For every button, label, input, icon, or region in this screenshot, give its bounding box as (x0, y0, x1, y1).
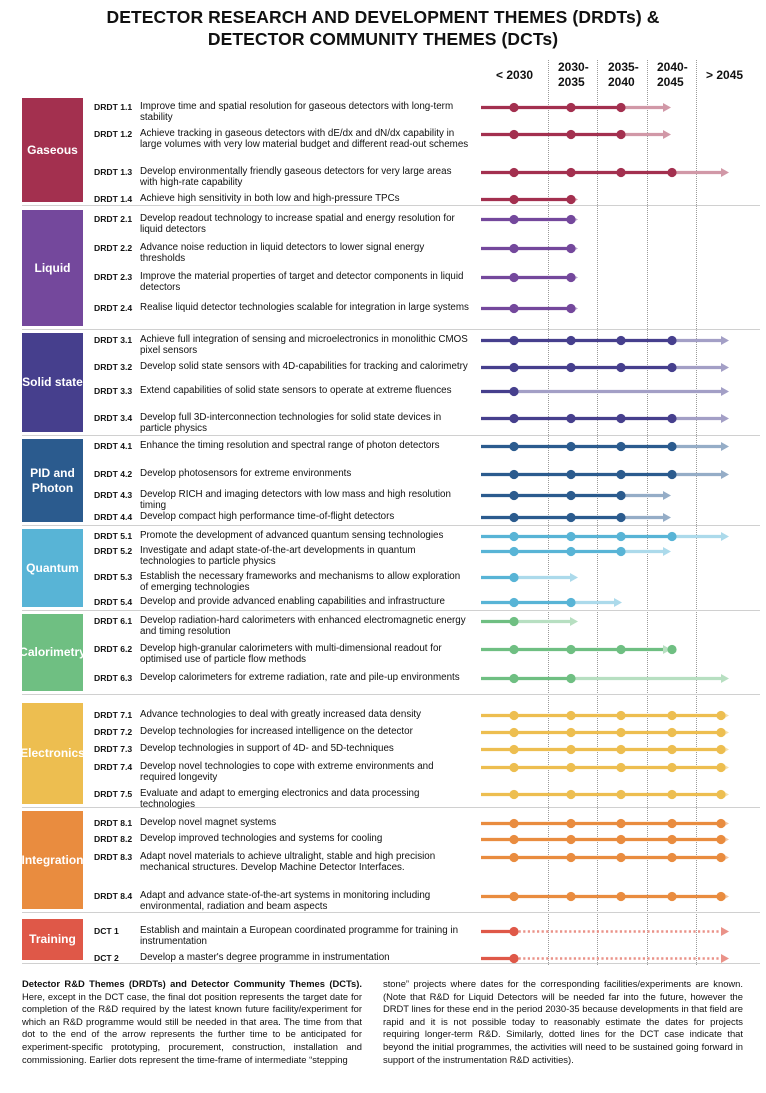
theme-code: DRDT 1.4 (94, 194, 133, 204)
milestone-dot (667, 645, 676, 654)
period-label-line1: < 2030 (496, 68, 534, 82)
theme-description: Establish and maintain a European coordinated programme for training in instrumentation (140, 925, 459, 948)
timeline-arrow (481, 304, 578, 313)
timeline-arrow (481, 414, 729, 423)
theme-description: Advance noise reduction in liquid detectors to lower signal energy thresholds (140, 242, 425, 265)
milestone-dot (566, 130, 575, 139)
theme-description: Achieve high sensitivity in both low and high-pressure TPCs (140, 193, 400, 204)
milestone-dot (616, 442, 625, 451)
title-line-1: DETECTOR RESEARCH AND DEVELOPMENT THEMES (DRDTs) & (106, 7, 660, 27)
milestone-dot (566, 103, 575, 112)
milestone-dot (509, 645, 518, 654)
milestone-dot (566, 215, 575, 224)
arrow-head (721, 954, 729, 963)
period-label-line1: > 2045 (706, 68, 744, 82)
milestone-dot (566, 598, 575, 607)
milestone-dot (509, 853, 518, 862)
theme-code: DRDT 8.4 (94, 891, 133, 901)
timeline-arrow (481, 363, 729, 372)
theme-description: Develop readout technology to increase spatial and energy resolution for liquid detectors (140, 213, 455, 236)
theme-description: Realise liquid detector technologies scalable for integration in large systems (140, 302, 469, 313)
timeline-arrow (481, 103, 671, 112)
milestone-dot (667, 168, 676, 177)
milestone-dot (509, 954, 518, 963)
theme-description: Achieve full integration of sensing and microelectronics in monolithic CMOS pixel sensors (140, 334, 468, 357)
category-liquid: Liquid (22, 210, 83, 326)
milestone-dot (616, 130, 625, 139)
theme-code: DRDT 7.4 (94, 762, 133, 772)
timeline-arrow (481, 819, 729, 828)
milestone-dot (616, 819, 625, 828)
theme-code: DCT 1 (94, 926, 119, 936)
theme-code: DRDT 6.2 (94, 644, 133, 654)
arrow-head (721, 414, 729, 423)
milestone-dot (566, 853, 575, 862)
theme-description: Develop a master's degree programme in instrumentation (140, 952, 390, 963)
milestone-dot (509, 763, 518, 772)
milestone-dot (509, 491, 518, 500)
category-pid-and-photon: PID and Photon (22, 439, 83, 522)
milestone-dot (667, 414, 676, 423)
milestone-dot (667, 790, 676, 799)
theme-code: DRDT 2.3 (94, 272, 133, 282)
milestone-dot (616, 645, 625, 654)
milestone-dot (716, 853, 725, 862)
category-solid-state: Solid state (22, 333, 83, 432)
theme-code: DRDT 1.2 (94, 129, 133, 139)
timeline-arrow (481, 835, 729, 844)
theme-description: Advance technologies to deal with greatly increased data density (140, 709, 422, 720)
milestone-dot (667, 711, 676, 720)
timeline-arrow (481, 763, 729, 772)
theme-code: DRDT 1.3 (94, 167, 133, 177)
milestone-dot (509, 244, 518, 253)
milestone-dot (509, 617, 518, 626)
milestone-dot (566, 645, 575, 654)
milestone-dot (667, 728, 676, 737)
period-label-line1: 2030- (558, 60, 589, 74)
arrow-head (721, 387, 729, 396)
milestone-dot (509, 790, 518, 799)
theme-code: DRDT 7.2 (94, 727, 133, 737)
theme-description: Investigate and adapt state-of-the-art developments in quantum technologies to particle physics (140, 545, 416, 568)
milestone-dot (509, 414, 518, 423)
milestone-dot (509, 130, 518, 139)
milestone-dot (667, 532, 676, 541)
milestone-dot (566, 513, 575, 522)
milestone-dot (509, 103, 518, 112)
arrow-head (663, 103, 671, 112)
theme-code: DRDT 6.1 (94, 616, 133, 626)
title-line-2: DETECTOR COMMUNITY THEMES (DCTs) (207, 29, 559, 49)
theme-code: DRDT 2.2 (94, 243, 133, 253)
arrow-head (663, 130, 671, 139)
milestone-dot (716, 711, 725, 720)
timeline-arrow (481, 273, 578, 282)
timeline-arrow (481, 513, 671, 522)
milestone-dot (566, 470, 575, 479)
timeline-arrow (481, 244, 578, 253)
milestone-dot (616, 763, 625, 772)
milestone-dot (716, 819, 725, 828)
milestone-dot (509, 835, 518, 844)
milestone-dot (566, 728, 575, 737)
timeline-arrow (481, 745, 729, 754)
period-label-line2: 2035 (558, 75, 585, 89)
timeline-arrow (481, 927, 729, 936)
milestone-dot (616, 790, 625, 799)
theme-code: DRDT 6.3 (94, 673, 133, 683)
milestone-dot (616, 835, 625, 844)
arrow-head (721, 168, 729, 177)
milestone-dot (616, 853, 625, 862)
timeline-arrow (481, 617, 578, 626)
milestone-dot (566, 835, 575, 844)
theme-description: Promote the development of advanced quantum sensing technologies (140, 530, 444, 541)
milestone-dot (509, 927, 518, 936)
timeline-arrow (481, 195, 578, 204)
period-label-line1: 2040- (657, 60, 688, 74)
milestone-dot (616, 336, 625, 345)
theme-code: DRDT 3.2 (94, 362, 133, 372)
milestone-dot (509, 442, 518, 451)
milestone-dot (509, 892, 518, 901)
theme-code: DRDT 5.4 (94, 597, 133, 607)
milestone-dot (509, 532, 518, 541)
theme-code: DRDT 7.5 (94, 789, 133, 799)
milestone-dot (509, 215, 518, 224)
theme-code: DRDT 5.1 (94, 531, 133, 541)
milestone-dot (566, 304, 575, 313)
category-integration: Integration (22, 811, 83, 909)
theme-description: Develop high-granular calorimeters with multi-dimensional readout for optimised use of particle flow methods (140, 643, 442, 666)
theme-description: Develop novel magnet systems (140, 817, 277, 828)
theme-code: DRDT 4.3 (94, 490, 133, 500)
milestone-dot (716, 745, 725, 754)
milestone-dot (716, 790, 725, 799)
arrow-head (663, 491, 671, 500)
milestone-dot (566, 547, 575, 556)
timeline-arrow (481, 387, 729, 396)
milestone-dot (509, 819, 518, 828)
milestone-dot (509, 711, 518, 720)
theme-code: DRDT 4.4 (94, 512, 133, 522)
milestone-dot (566, 244, 575, 253)
milestone-dot (716, 763, 725, 772)
milestone-dot (509, 273, 518, 282)
timeline-arrow (481, 168, 729, 177)
timeline-arrow (481, 532, 729, 541)
theme-code: DRDT 3.3 (94, 386, 133, 396)
milestone-dot (566, 273, 575, 282)
milestone-dot (566, 336, 575, 345)
milestone-dot (509, 195, 518, 204)
milestone-dot (667, 819, 676, 828)
period-label-line2: 2045 (657, 75, 684, 89)
theme-description: Develop technologies for increased intelligence on the detector (140, 726, 413, 737)
milestone-dot (667, 442, 676, 451)
milestone-dot (616, 513, 625, 522)
theme-description: Enhance the timing resolution and spectral range of photon detectors (140, 440, 440, 451)
milestone-dot (566, 674, 575, 683)
theme-code: DRDT 4.1 (94, 441, 133, 451)
milestone-dot (616, 728, 625, 737)
theme-description: Develop full 3D-interconnection technologies for solid state devices in particle physics (140, 412, 442, 435)
milestone-dot (566, 790, 575, 799)
arrow-head (721, 674, 729, 683)
milestone-dot (566, 892, 575, 901)
category-training: Training (22, 919, 83, 960)
milestone-dot (566, 168, 575, 177)
milestone-dot (716, 728, 725, 737)
theme-code: DRDT 2.1 (94, 214, 133, 224)
milestone-dot (509, 363, 518, 372)
theme-description: Develop compact high performance time-of-flight detectors (140, 511, 395, 522)
theme-description: Develop novel technologies to cope with extreme environments and required longevity (140, 761, 434, 784)
theme-code: DRDT 3.1 (94, 335, 133, 345)
milestone-dot (716, 892, 725, 901)
milestone-dot (616, 363, 625, 372)
arrow-head (614, 598, 622, 607)
category-quantum: Quantum (22, 529, 83, 607)
milestone-dot (509, 745, 518, 754)
timeline-arrow (481, 470, 729, 479)
milestone-dot (616, 892, 625, 901)
theme-description: Adapt and advance state-of-the-art systems in monitoring including environmental, radiation and beam aspects (140, 890, 431, 913)
milestone-dot (616, 103, 625, 112)
caption-right: stone” projects where dates for the corresponding facilities/experiments are known. (Note that R&D for Liquid Detectors will be needed far into the future, however the DRDT lines for these end in the period 2030-35 because developments in that field are rapid and it is not possible today to reasonably estimate the dates for projects requiring longer-term R&D. Similarly, dotted lines for the DCT case indicate that beyond the initial programmes, the activities will need to be sustained going forward in support of the instrumentation R&D activities). (383, 978, 743, 1065)
theme-code: DRDT 4.2 (94, 469, 133, 479)
theme-code: DCT 2 (94, 953, 119, 963)
theme-description: Adapt novel materials to achieve ultralight, stable and high precision mechanical structures. Develop Machine Detector Interfaces. (140, 851, 436, 874)
theme-description: Develop and provide advanced enabling capabilities and infrastructure (140, 596, 445, 607)
milestone-dot (667, 745, 676, 754)
category-calorimetry: Calorimetry (22, 614, 83, 691)
timeline-arrow (481, 547, 671, 556)
timeline-arrow (481, 573, 578, 582)
theme-code: DRDT 5.2 (94, 546, 133, 556)
caption-left (22, 978, 362, 1066)
timeline-arrow (481, 790, 729, 799)
theme-code: DRDT 7.3 (94, 744, 133, 754)
timeline-arrow (481, 215, 578, 224)
milestone-dot (509, 304, 518, 313)
milestone-dot (616, 491, 625, 500)
milestone-dot (566, 532, 575, 541)
milestone-dot (566, 195, 575, 204)
theme-code: DRDT 2.4 (94, 303, 133, 313)
theme-code: DRDT 8.3 (94, 852, 133, 862)
milestone-dot (566, 442, 575, 451)
milestone-dot (616, 532, 625, 541)
theme-description: Evaluate and adapt to emerging electronics and data processing technologies (140, 788, 420, 811)
theme-code: DRDT 7.1 (94, 710, 133, 720)
milestone-dot (667, 363, 676, 372)
timeline-arrow (481, 491, 671, 500)
arrow-head (570, 573, 578, 582)
milestone-dot (509, 674, 518, 683)
timeline-arrow (481, 645, 677, 654)
milestone-dot (509, 168, 518, 177)
timeline-arrow (481, 130, 671, 139)
timeline-arrow (481, 853, 729, 862)
milestone-dot (509, 336, 518, 345)
period-label-line2: 2040 (608, 75, 635, 89)
milestone-dot (566, 363, 575, 372)
milestone-dot (667, 763, 676, 772)
milestone-dot (509, 598, 518, 607)
period-label-line1: 2035- (608, 60, 639, 74)
milestone-dot (509, 728, 518, 737)
arrow-head (570, 617, 578, 626)
theme-code: DRDT 8.1 (94, 818, 133, 828)
theme-description: Achieve tracking in gaseous detectors with dE/dx and dN/dx capability in large volumes with very low material budget and different read-out schemes (140, 128, 469, 151)
milestone-dot (616, 711, 625, 720)
theme-description: Develop environmentally friendly gaseous detectors for very large areas with high-rate capability (140, 166, 452, 189)
milestone-dot (566, 491, 575, 500)
milestone-dot (509, 573, 518, 582)
milestone-dot (616, 414, 625, 423)
theme-description: Develop improved technologies and systems for cooling (140, 833, 383, 844)
milestone-dot (667, 853, 676, 862)
arrow-head (721, 442, 729, 451)
milestone-dot (509, 547, 518, 556)
milestone-dot (616, 470, 625, 479)
milestone-dot (667, 336, 676, 345)
milestone-dot (667, 835, 676, 844)
milestone-dot (509, 470, 518, 479)
category-electronics: Electronics (22, 703, 83, 804)
milestone-dot (509, 387, 518, 396)
theme-description: Develop calorimeters for extreme radiation, rate and pile-up environments (140, 672, 460, 683)
theme-code: DRDT 8.2 (94, 834, 133, 844)
timeline-arrow (481, 336, 729, 345)
milestone-dot (566, 745, 575, 754)
arrow-head (721, 336, 729, 345)
theme-description: Improve the material properties of target and detector components in liquid detectors (140, 271, 464, 294)
caption-heading: Detector R&D Themes (DRDTs) and Detector Community Themes (DCTs). (22, 978, 362, 989)
theme-description: Develop photosensors for extreme environments (140, 468, 352, 479)
milestone-dot (667, 892, 676, 901)
timeline-arrow (481, 954, 729, 963)
arrow-head (721, 470, 729, 479)
timeline-arrow (481, 728, 729, 737)
arrow-head (663, 513, 671, 522)
theme-code: DRDT 3.4 (94, 413, 133, 423)
theme-code: DRDT 1.1 (94, 102, 133, 112)
timeline-arrow (481, 711, 729, 720)
timeline-arrow (481, 892, 729, 901)
theme-description: Improve time and spatial resolution for gaseous detectors with long-term stability (140, 101, 454, 124)
category-gaseous: Gaseous (22, 98, 83, 202)
milestone-dot (716, 835, 725, 844)
milestone-dot (566, 819, 575, 828)
arrow-head (663, 547, 671, 556)
milestone-dot (566, 763, 575, 772)
milestone-dot (616, 745, 625, 754)
theme-description: Develop technologies in support of 4D- and 5D-techniques (140, 743, 394, 754)
theme-description: Extend capabilities of solid state sensors to operate at extreme fluences (140, 385, 452, 396)
theme-description: Establish the necessary frameworks and mechanisms to allow exploration of emerging technologies (140, 571, 461, 594)
caption-left-text: Here, except in the DCT case, the final dot position represents the target date for completion of the R&D required by the latest known future facility/experiment for which an R&D programme would still be needed in that area. The time from that dot to the end of the arrow represents the further time to be anticipated for experiment-specific prototyping, procurement, construction, installation and commissioning. Earlier dots represent the time-frame of intermediate “stepping (22, 990, 362, 1065)
timeline-arrow (481, 442, 729, 451)
arrow-head (721, 532, 729, 541)
theme-description: Develop radiation-hard calorimeters with enhanced electromagnetic energy and timing resolution (140, 615, 466, 638)
milestone-dot (509, 513, 518, 522)
theme-description: Develop solid state sensors with 4D-capabilities for tracking and calorimetry (140, 361, 468, 372)
arrow-head (721, 927, 729, 936)
timeline-arrow (481, 674, 729, 683)
arrow-head (721, 363, 729, 372)
milestone-dot (616, 168, 625, 177)
theme-code: DRDT 5.3 (94, 572, 133, 582)
timeline-arrow (481, 598, 622, 607)
theme-description: Develop RICH and imaging detectors with low mass and high resolution timing (140, 489, 451, 512)
milestone-dot (566, 414, 575, 423)
milestone-dot (616, 547, 625, 556)
milestone-dot (667, 470, 676, 479)
milestone-dot (566, 711, 575, 720)
